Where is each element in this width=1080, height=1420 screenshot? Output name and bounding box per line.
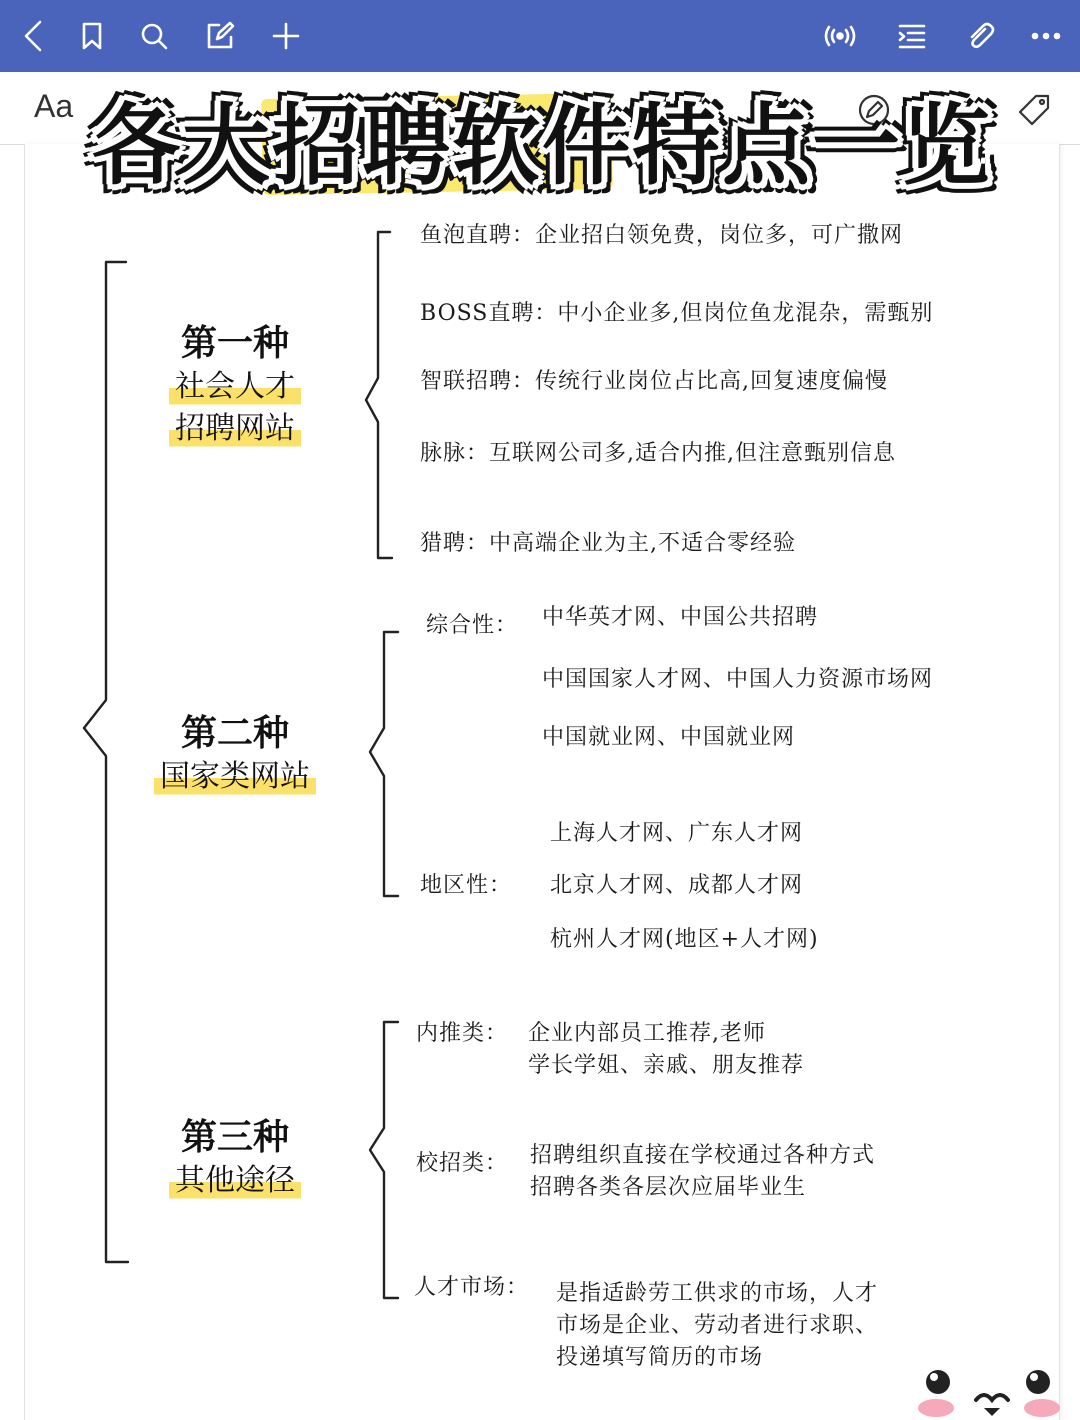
group-line: 招聘组织直接在学校通过各种方式 xyxy=(530,1143,876,1168)
item-boss xyxy=(420,298,933,330)
section1-heading: 第一种 xyxy=(180,323,289,364)
section2-label xyxy=(130,712,340,798)
cute-face-sticker xyxy=(912,1360,1080,1420)
item-liepin xyxy=(420,528,796,560)
item-text: 中小企业多,但岗位鱼龙混杂，需甄别 xyxy=(557,301,934,326)
group-line: 投递填写简历的市场 xyxy=(556,1345,764,1370)
item-label: 鱼泡直聘： xyxy=(420,223,536,248)
section1-brace xyxy=(366,232,392,558)
item-yupao xyxy=(420,220,903,252)
site-line: 上海人才网、广东人才网 xyxy=(550,821,804,846)
group-label-regional: 地区性： xyxy=(420,873,513,898)
group-line: 市场是企业、劳动者进行求职、 xyxy=(556,1313,879,1338)
page-title: 各大招聘软件特点一览 xyxy=(92,94,993,197)
site-line: 中华英才网、中国公共招聘 xyxy=(542,605,819,630)
section1-label xyxy=(140,322,330,450)
group-line: 招聘各类各层次应届毕业生 xyxy=(530,1175,807,1200)
text-format-button[interactable]: Aa xyxy=(34,88,74,124)
main-brace xyxy=(84,262,128,1262)
item-label: 智联招聘： xyxy=(420,369,536,394)
group-line: 是指适龄劳工供求的市场，人才 xyxy=(556,1281,879,1306)
item-label: BOSS直聘： xyxy=(420,301,558,326)
section3-label xyxy=(140,1116,330,1202)
item-label: 猎聘： xyxy=(420,531,490,556)
group-line: 企业内部员工推荐,老师 xyxy=(528,1021,766,1046)
section1-subtitle-line1: 社会人才 xyxy=(169,366,301,408)
item-text: 企业招白领免费，岗位多，可广撒网 xyxy=(535,223,904,248)
group-line: 学长学姐、亲戚、朋友推荐 xyxy=(528,1053,805,1078)
section2-heading: 第二种 xyxy=(180,713,289,754)
item-text: 互联网公司多,适合内推,但注意甄别信息 xyxy=(489,441,897,466)
site-line: 中国国家人才网、中国人力资源市场网 xyxy=(542,667,934,692)
group-label-comprehensive: 综合性： xyxy=(426,613,519,638)
section3-brace xyxy=(370,1022,398,1298)
section1-subtitle-line2: 招聘网站 xyxy=(169,408,301,450)
group-label-referral: 内推类： xyxy=(416,1021,509,1046)
item-maimai xyxy=(420,438,896,470)
section3-heading: 第三种 xyxy=(180,1117,289,1158)
section2-brace xyxy=(370,632,398,896)
item-text: 中高端企业为主,不适合零经验 xyxy=(489,531,797,556)
site-line: 杭州人才网(地区+人才网) xyxy=(550,927,819,952)
group-label-talent-market: 人才市场： xyxy=(414,1275,530,1300)
site-line: 中国就业网、中国就业网 xyxy=(542,725,796,750)
section2-subtitle: 国家类网站 xyxy=(154,756,316,798)
item-label: 脉脉： xyxy=(420,441,490,466)
section3-subtitle: 其他途径 xyxy=(169,1160,301,1202)
item-zhilian xyxy=(420,366,888,398)
group-label-campus: 校招类： xyxy=(416,1151,509,1176)
item-text: 传统行业岗位占比高,回复速度偏慢 xyxy=(535,369,889,394)
site-line: 北京人才网、成都人才网 xyxy=(550,873,804,898)
